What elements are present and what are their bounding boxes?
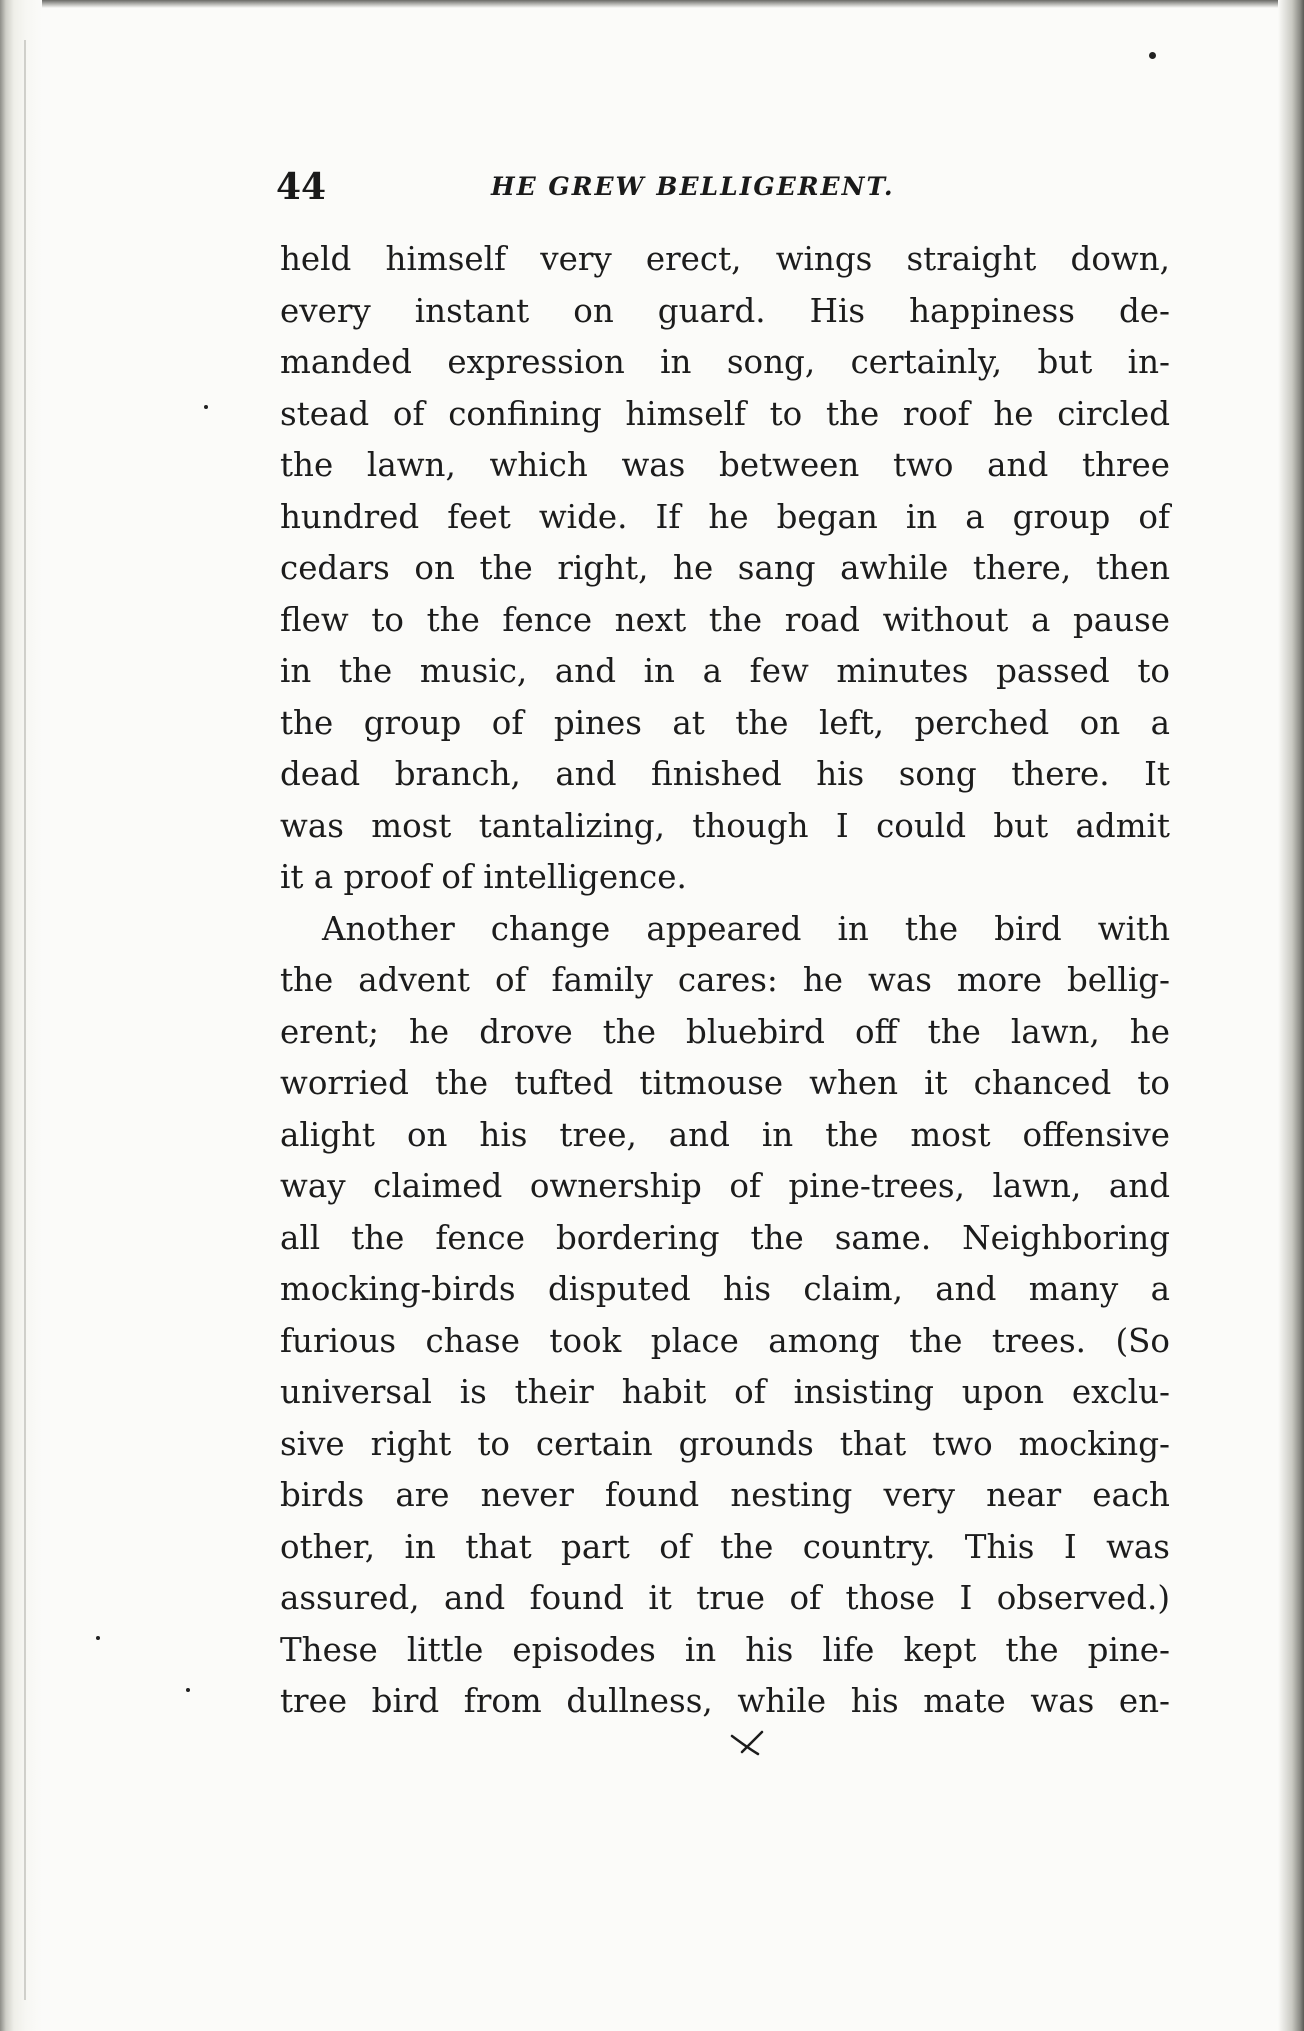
ink-speck [96, 1636, 100, 1640]
text-line: tree bird from dullness, while his mate was en- [280, 1682, 1170, 1720]
text-line: universal is their habit of insisting upon exclu- [280, 1373, 1170, 1411]
paragraph-1 [280, 234, 1170, 904]
text-line: mocking-birds disputed his claim, and many a [280, 1270, 1170, 1308]
text-line: erent; he drove the bluebird off the lawn, he [280, 1012, 1170, 1051]
text-line: assured, and found it true of those I observed.) [280, 1579, 1170, 1617]
text-line: Another change appeared in the bird with [322, 909, 1170, 948]
text-line: every instant on guard. His happiness de- [280, 291, 1170, 330]
text-line: birds are never found nesting very near each [280, 1476, 1170, 1514]
text-line: dead branch, and finished his song there. It [280, 755, 1170, 793]
body-text [280, 234, 1170, 1728]
text-line: hundred feet wide. If he began in a group of [280, 497, 1170, 536]
page-number: 44 [276, 166, 327, 208]
text-line: other, in that part of the country. This I was [280, 1527, 1170, 1566]
page-right-edge [1278, 0, 1304, 2031]
text-line: stead of confining himself to the roof he circled [280, 394, 1170, 433]
paragraph-2 [280, 904, 1170, 1728]
text-line: the advent of family cares: he was more bellig- [280, 961, 1170, 999]
text-line: all the fence bordering the same. Neighboring [280, 1218, 1170, 1257]
text-line: the group of pines at the left, perched on a [280, 703, 1170, 742]
text-line: furious chase took place among the trees. (So [280, 1321, 1170, 1360]
running-head: HE GREW BELLIGERENT. [491, 172, 895, 201]
text-line: it a proof of intelligence. [280, 858, 687, 896]
page-left-edge [0, 0, 42, 2031]
text-line: in the music, and in a few minutes passed to [280, 652, 1170, 690]
text-line: sive right to certain grounds that two mocking- [280, 1424, 1170, 1463]
page-top-edge [0, 0, 1304, 8]
signature-mark-icon [728, 1728, 768, 1758]
page-gutter-line [24, 40, 26, 2000]
text-line: way claimed ownership of pine-trees, lawn, and [280, 1167, 1170, 1205]
ink-speck [1149, 52, 1156, 59]
text-line: These little episodes in his life kept the pine- [280, 1630, 1170, 1669]
text-line: was most tantalizing, though I could but admit [280, 806, 1170, 845]
text-line: alight on his tree, and in the most offensive [280, 1115, 1170, 1154]
text-line: held himself very erect, wings straight down, [280, 240, 1170, 278]
text-line: flew to the fence next the road without a pause [280, 600, 1170, 639]
text-line: cedars on the right, he sang awhile there, then [280, 549, 1170, 587]
text-line: worried the tufted titmouse when it chanced to [280, 1064, 1170, 1102]
ink-speck [204, 405, 208, 409]
text-line: the lawn, which was between two and three [280, 446, 1170, 484]
ink-speck [186, 1688, 190, 1692]
text-line: manded expression in song, certainly, but in- [280, 343, 1170, 381]
page-header [276, 162, 1136, 212]
